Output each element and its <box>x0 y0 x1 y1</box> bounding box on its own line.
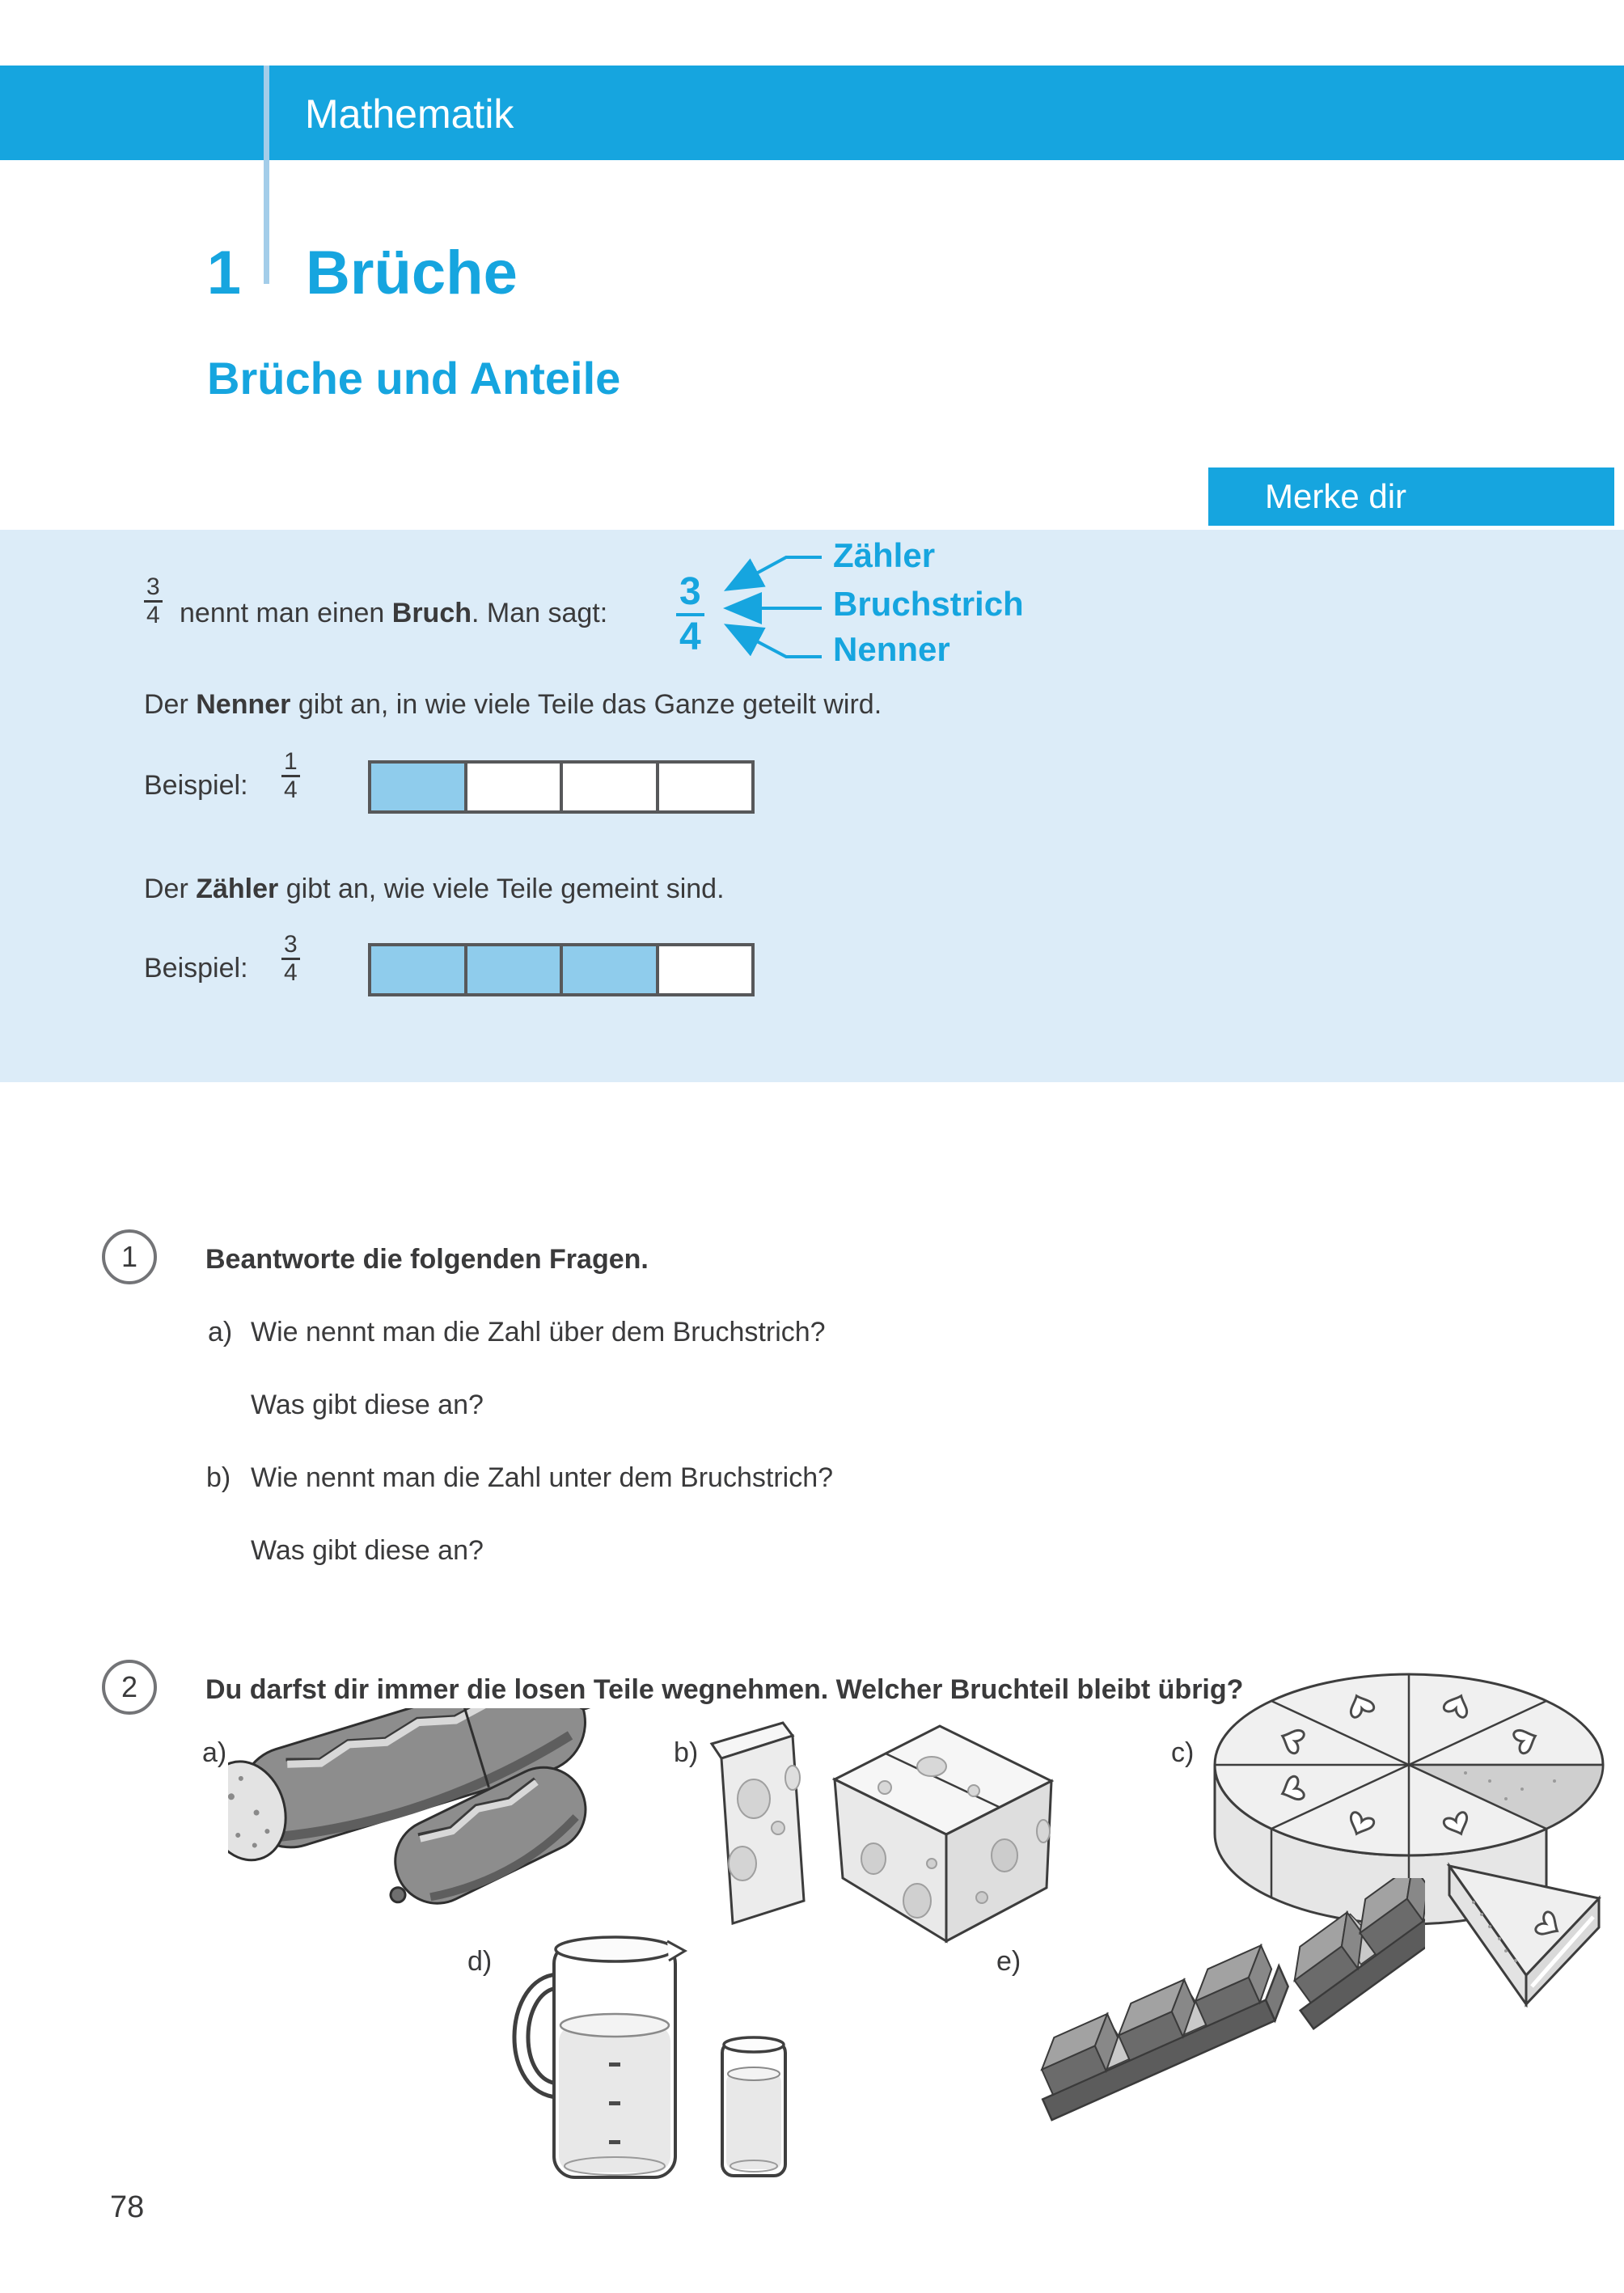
big-fraction <box>676 571 704 658</box>
zaehler-sentence <box>144 872 725 906</box>
beispiel2-label: Beispiel: <box>144 953 248 984</box>
exercise-1-number <box>102 1229 157 1284</box>
zaehler-bold: Zähler <box>196 874 279 904</box>
fraction-denominator: 4 <box>284 959 298 986</box>
fraction-numerator: 3 <box>146 573 160 600</box>
intro-post: . Man sagt: <box>472 598 608 628</box>
intro-pre: nennt man einen <box>180 598 392 628</box>
item-b-label: b) <box>674 1737 699 1768</box>
beispiel2-fraction <box>281 932 300 986</box>
intro-bold: Bruch <box>391 598 472 628</box>
subject-title: Mathematik <box>305 91 514 137</box>
exercise-1b-question: Wie nennt man die Zahl unter dem Bruchstrich? <box>251 1462 834 1493</box>
intro-sentence <box>180 596 607 630</box>
fraction-bar-cell <box>656 764 752 810</box>
label-zaehler: Zähler <box>833 536 936 574</box>
exercise-2-title: Du darfst dir immer die losen Teile wegnehmen. Welcher Bruchteil bleibt übrig? <box>205 1674 1244 1705</box>
item-e-label: e) <box>996 1946 1021 1977</box>
exercise-2-number <box>102 1660 157 1715</box>
fraction-denominator: 4 <box>146 602 160 628</box>
fraction-bar-cell <box>560 946 656 993</box>
fraction-numerator: 3 <box>284 931 298 958</box>
fraction-bar-cell <box>464 764 560 810</box>
chapter-number: 1 <box>206 239 241 307</box>
page-number: 78 <box>110 2190 145 2224</box>
nenner-pre: Der <box>144 689 197 720</box>
chocolate-bar-illustration <box>1013 1878 1425 2157</box>
intro-fraction <box>144 574 163 628</box>
exercise-1a-label: a) <box>208 1317 233 1347</box>
big-fraction-numerator: 3 <box>679 570 701 613</box>
exercise-number-text: 2 <box>121 1670 138 1703</box>
nenner-post: gibt an, in wie viele Teile das Ganze geteilt wird. <box>290 689 882 720</box>
measuring-jug-and-glass-illustration <box>505 1919 837 2198</box>
section-title: Brüche und Anteile <box>207 353 621 404</box>
chapter-divider-line <box>264 66 269 284</box>
exercise-1a-question: Wie nennt man die Zahl über dem Bruchstrich? <box>251 1317 826 1347</box>
exercise-1b-question2: Was gibt diese an? <box>251 1535 484 1566</box>
beispiel2-bar-diagram <box>368 943 755 996</box>
beispiel1-label: Beispiel: <box>144 770 248 801</box>
exercise-1-title: Beantworte die folgenden Fragen. <box>205 1244 649 1275</box>
fraction-bar-cell <box>560 764 656 810</box>
merke-dir-badge: Merke dir <box>1208 467 1614 526</box>
beispiel1-bar-diagram <box>368 760 755 814</box>
label-nenner: Nenner <box>833 630 950 668</box>
zaehler-post: gibt an, wie viele Teile gemeint sind. <box>278 874 725 904</box>
big-fraction-denominator: 4 <box>679 616 701 658</box>
fraction-numerator: 1 <box>284 748 298 775</box>
nenner-bold: Nenner <box>196 689 291 720</box>
label-bruchstrich: Bruchstrich <box>833 585 1024 623</box>
fraction-bar-cell <box>656 946 752 993</box>
item-a-label: a) <box>202 1737 227 1768</box>
fraction-bar-cell <box>371 946 464 993</box>
chapter-title: Brüche <box>306 239 518 307</box>
zaehler-pre: Der <box>144 874 197 904</box>
item-c-label: c) <box>1171 1737 1195 1768</box>
beispiel1-fraction <box>281 749 300 803</box>
nenner-sentence <box>144 687 882 721</box>
fraction-bar-cell <box>464 946 560 993</box>
item-d-label: d) <box>467 1946 493 1977</box>
exercise-1b-label: b) <box>206 1462 231 1493</box>
exercise-number-text: 1 <box>121 1240 138 1273</box>
exercise-1a-question2: Was gibt diese an? <box>251 1390 484 1420</box>
fraction-bar-cell <box>371 764 464 810</box>
header-bar <box>0 66 1624 160</box>
fraction-denominator: 4 <box>284 776 298 803</box>
